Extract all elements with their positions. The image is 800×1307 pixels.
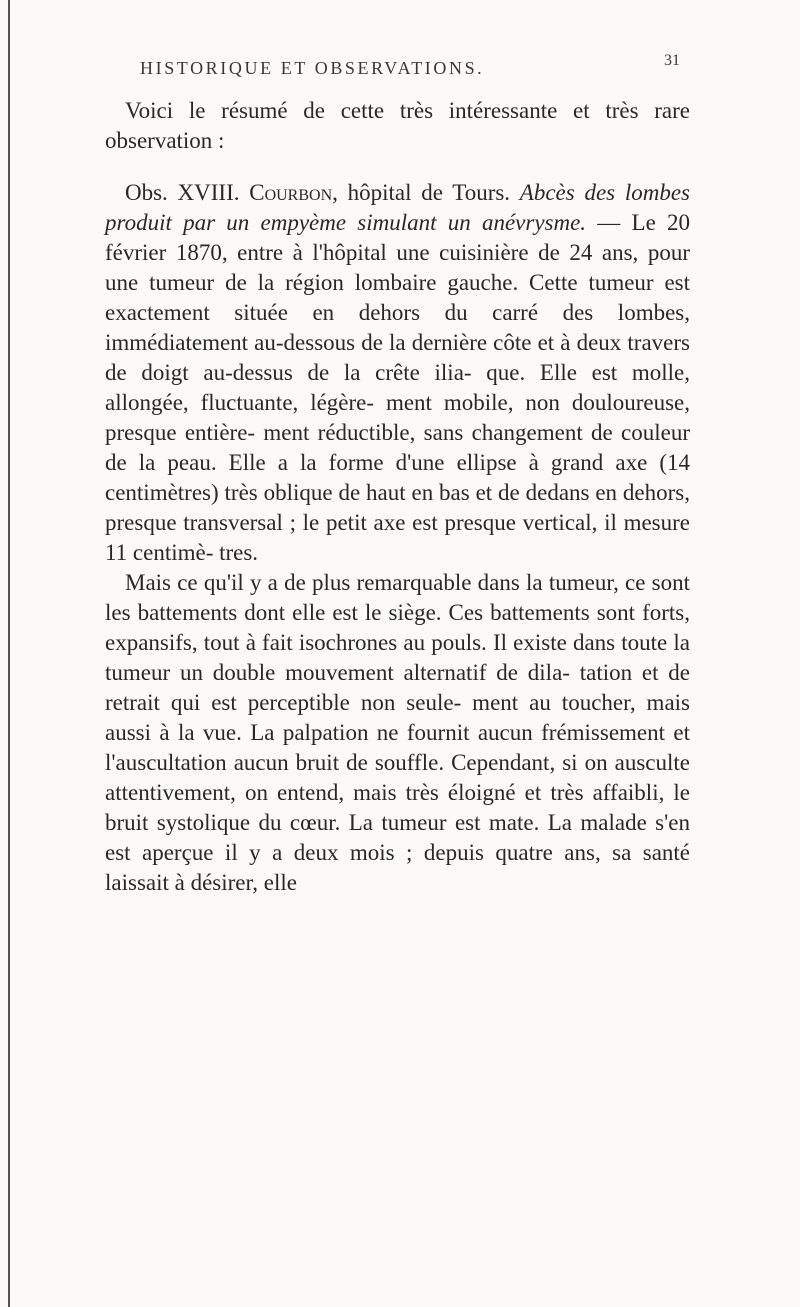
observation-author: Courbon	[249, 180, 333, 205]
observation-title: Abcès des lombes produit par un empyème simulant un anévrysme.	[105, 180, 690, 235]
page-gutter-line	[8, 0, 10, 1307]
observation-label: Obs. XVIII.	[125, 180, 240, 205]
second-paragraph: Mais ce qu'il y a de plus remarquable dans la tumeur, ce sont les battements dont elle est le siège. Ces battements sont forts, expansifs, tout à fait isochrones au pouls. Il existe dans toute la tumeur un double mouvement alternatif de dila- tation et de retrait qui est perceptible non seule- ment au toucher, mais aussi à la vue. La palpation ne fournit aucun frémissement et l'auscultation aucun bruit de souffle. Cependant, si on ausculte attentivement, on entend, mais très éloigné et très affaibli, le bruit systolique du cœur. La tumeur est mate. La malade s'en est aperçue il y a deux mois ; depuis quatre ans, sa santé laissait à désirer, elle	[105, 570, 690, 895]
page-number: 31	[664, 52, 680, 69]
observation-text: — Le 20 février 1870, entre à l'hôpital une cuisinière de 24 ans, pour une tumeur de la région lombaire gauche. Cette tumeur est exactement située en dehors du carré des lombes, immédiatement au-dessous de la dernière côte et à deux travers de doigt au-dessus de la crête ilia- que. Elle est molle, allongée, fluctuante, légère- ment mobile, non douloureuse, presque entière- ment réductible, sans changement de couleur de la peau. Elle a la forme d'une ellipse à grand axe (14 centimètres) très oblique de haut en bas et de dedans en dehors, presque transversal ; le petit axe est presque vertical, il mesure 11 centimè- tres.	[105, 210, 691, 565]
observation-paragraph	[105, 178, 690, 568]
body-text	[105, 96, 690, 914]
intro-paragraph: Voici le résumé de cette très intéressante et très rare observation :	[105, 98, 690, 153]
page-header	[140, 52, 680, 84]
observation-place: , hôpital de Tours.	[332, 180, 511, 205]
running-head: HISTORIQUE ET OBSERVATIONS.	[140, 58, 485, 78]
